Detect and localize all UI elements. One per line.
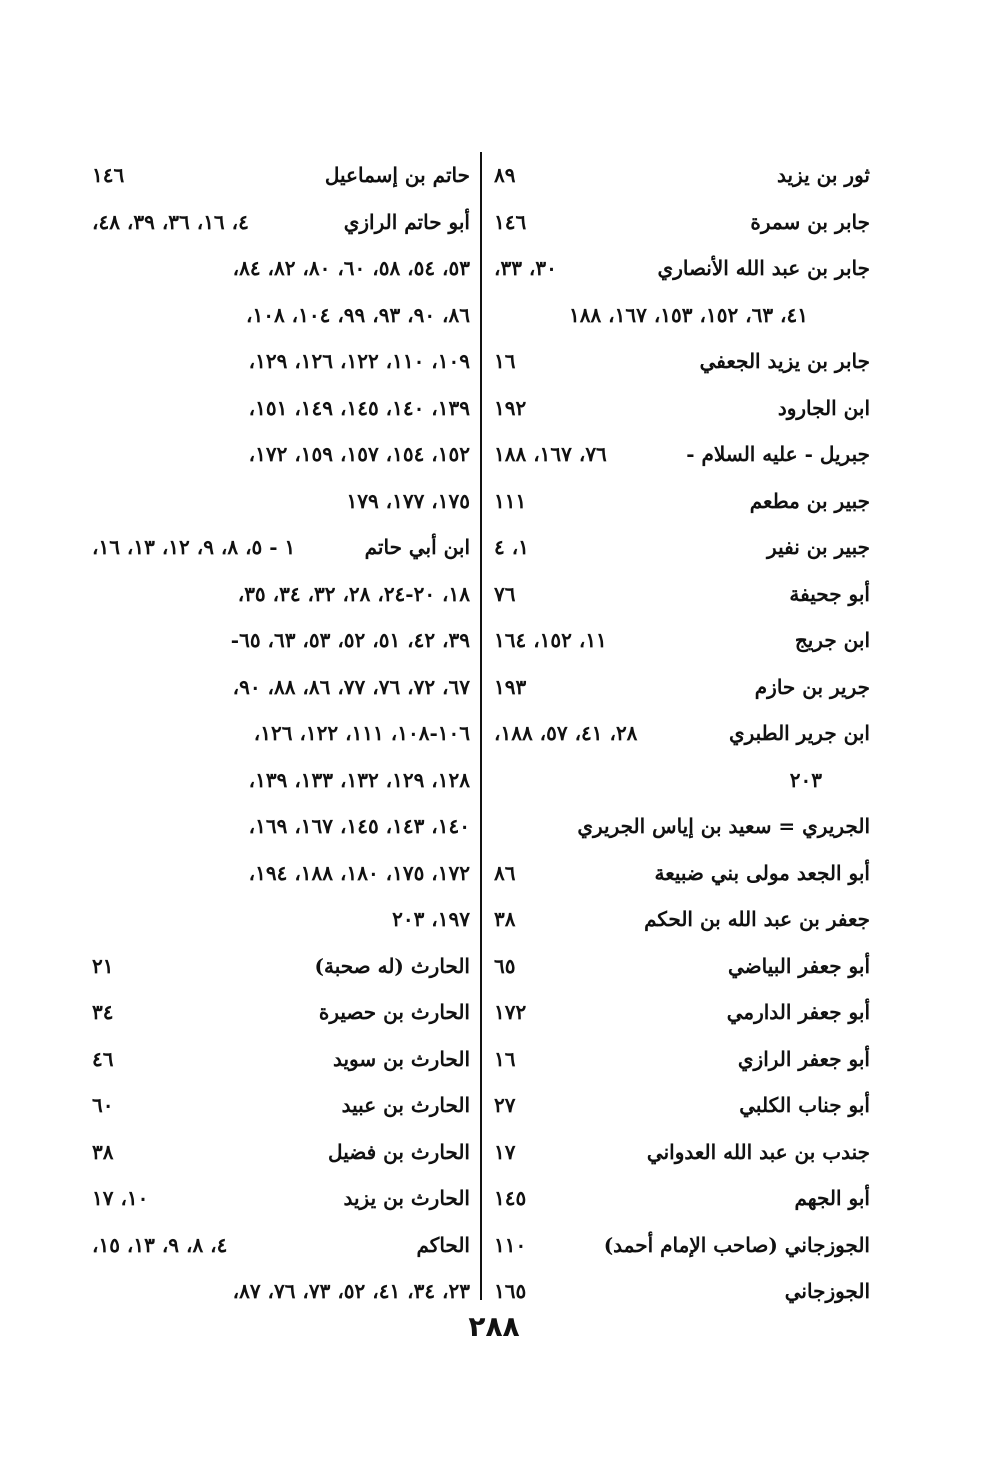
index-entry bbox=[494, 338, 870, 385]
entry-pages-continued: ٥٣، ٥٤، ٥٨، ٦٠، ٨٠، ٨٢، ٨٤، bbox=[232, 256, 470, 280]
entry-pages: ١٦ bbox=[494, 1046, 516, 1071]
entry-pages: ٧٦، ١٦٧، ١٨٨ bbox=[494, 442, 607, 466]
entry-pages-continued: ١٥٢، ١٥٤، ١٥٧، ١٥٩، ١٧٢، bbox=[248, 442, 470, 466]
column-divider bbox=[480, 152, 482, 1300]
entry-name: أبو جعفر الرازي bbox=[737, 1046, 870, 1071]
entry-name: جابر بن عبد الله الأنصاري bbox=[657, 256, 870, 280]
index-continuation bbox=[494, 292, 870, 339]
index-entry bbox=[494, 896, 870, 943]
entry-name: أبو جناب الكلبي bbox=[739, 1093, 870, 1117]
index-entry bbox=[92, 1175, 470, 1222]
entry-pages: ١، ٤ bbox=[494, 535, 529, 559]
index-entry bbox=[494, 617, 870, 664]
entry-name: ثور بن يزيد bbox=[777, 163, 870, 187]
index-column-right bbox=[494, 152, 870, 1315]
entry-pages: ١٦٥ bbox=[494, 1279, 527, 1303]
index-entry bbox=[92, 152, 470, 199]
entry-name: جبريل - عليه السلام - bbox=[686, 442, 870, 466]
entry-pages: ١١، ١٥٢، ١٦٤ bbox=[494, 628, 607, 652]
entry-name: جبير بن نفير bbox=[767, 535, 870, 559]
entry-name: جندب بن عبد الله العدواني bbox=[646, 1139, 870, 1164]
index-continuation bbox=[92, 1268, 470, 1315]
index-entry bbox=[494, 850, 870, 897]
entry-pages: ١٤٦ bbox=[92, 163, 125, 187]
index-entry bbox=[494, 152, 870, 199]
entry-name: جابر بن سمرة bbox=[750, 209, 870, 234]
index-entry bbox=[92, 1129, 470, 1176]
entry-pages: ٤، ٨، ٩، ١٣، ١٥، bbox=[92, 1232, 228, 1257]
entry-pages: ٧٦ bbox=[494, 581, 516, 606]
entry-pages: ١٦ bbox=[494, 349, 516, 373]
entry-pages: ١ - ٥، ٨، ٩، ١٢، ١٣، ١٦، bbox=[92, 535, 296, 559]
entry-name: الحارث بن يزيد bbox=[343, 1186, 470, 1210]
entry-pages: ١١٠ bbox=[494, 1232, 527, 1257]
index-entry bbox=[92, 199, 470, 246]
entry-pages: ٦٥ bbox=[494, 953, 516, 978]
index-entry bbox=[494, 1222, 870, 1269]
entry-pages: ٢٧ bbox=[494, 1093, 516, 1117]
entry-pages: ٦٠ bbox=[92, 1093, 114, 1117]
entry-pages-continued: ١٣٩، ١٤٠، ١٤٥، ١٤٩، ١٥١، bbox=[248, 395, 470, 420]
index-continuation bbox=[92, 431, 470, 478]
entry-pages-continued: ٨٦، ٩٠، ٩٣، ٩٩، ١٠٤، ١٠٨، bbox=[246, 302, 470, 327]
entry-pages: ٣٠، ٣٣، bbox=[494, 256, 557, 280]
entry-pages-continued: ١٧٢، ١٧٥، ١٨٠، ١٨٨، ١٩٤، bbox=[248, 860, 470, 885]
entry-name: الحارث بن حصيرة bbox=[318, 1000, 470, 1024]
entry-name: ابن الجارود bbox=[777, 395, 870, 420]
entry-pages-continued: ١٧٥، ١٧٧، ١٧٩ bbox=[346, 488, 470, 513]
entry-name: الحارث بن سويد bbox=[332, 1046, 470, 1071]
index-entry bbox=[494, 245, 870, 292]
entry-name: الحارث (له صحبة) bbox=[314, 953, 470, 978]
index-entry bbox=[494, 1175, 870, 1222]
index-continuation bbox=[92, 338, 470, 385]
index-continuation bbox=[92, 896, 470, 943]
entry-name: الجوزجاني bbox=[784, 1279, 870, 1303]
entry-pages: ١٩٣ bbox=[494, 674, 527, 699]
entry-name: الجوزجاني (صاحب الإمام أحمد) bbox=[603, 1232, 870, 1257]
index-continuation bbox=[92, 850, 470, 897]
entry-name: ابن أبي حاتم bbox=[364, 535, 470, 559]
entry-pages: ١٧٢ bbox=[494, 1000, 527, 1024]
entry-name: الحارث بن فضيل bbox=[328, 1139, 470, 1164]
index-entry bbox=[92, 1036, 470, 1083]
entry-pages: ٣٨ bbox=[494, 907, 516, 931]
index-entry bbox=[494, 1082, 870, 1129]
entry-pages-continued: ١٩٧، ٢٠٣ bbox=[392, 907, 470, 931]
entry-name: حاتم بن إسماعيل bbox=[324, 163, 470, 187]
entry-name: الحارث بن عبيد bbox=[341, 1093, 470, 1117]
entry-name: جابر بن يزيد الجعفي bbox=[699, 349, 870, 373]
entry-pages: ١٧ bbox=[494, 1139, 516, 1164]
index-continuation bbox=[92, 292, 470, 339]
entry-pages: ١٩٢ bbox=[494, 395, 527, 420]
index-entry bbox=[494, 989, 870, 1036]
index-column-left bbox=[92, 152, 470, 1315]
entry-pages-continued: ١٢٨، ١٢٩، ١٣٢، ١٣٣، ١٣٩، bbox=[248, 767, 470, 792]
index-entry bbox=[494, 385, 870, 432]
index-entry bbox=[92, 989, 470, 1036]
entry-name: أبو الجعد مولى بني ضبيعة bbox=[654, 860, 870, 885]
entry-pages-continued: ٦٧، ٧٢، ٧٦، ٧٧، ٨٦، ٨٨، ٩٠، bbox=[232, 674, 470, 699]
entry-name: الحاكم bbox=[416, 1232, 470, 1257]
entry-name: ابن جريج bbox=[794, 628, 870, 652]
index-entry bbox=[92, 943, 470, 990]
index-entry bbox=[494, 524, 870, 571]
entry-pages-continued: ٣٩، ٤٢، ٥١، ٥٢، ٥٣، ٦٣، ٦٥- bbox=[230, 628, 470, 652]
index-continuation bbox=[92, 571, 470, 618]
index-entry bbox=[92, 524, 470, 571]
index-entry bbox=[494, 1268, 870, 1315]
index-entry bbox=[494, 431, 870, 478]
entry-pages: ٢٨، ٤١، ٥٧، ١٨٨، bbox=[494, 721, 638, 745]
entry-pages: ١١١ bbox=[494, 488, 527, 513]
entry-pages: ١٤٥ bbox=[494, 1186, 527, 1210]
index-continuation bbox=[92, 478, 470, 525]
index-entry bbox=[92, 1082, 470, 1129]
entry-pages-continued: ١٠٩، ١١٠، ١٢٢، ١٢٦، ١٢٩، bbox=[248, 349, 470, 373]
index-entry bbox=[494, 199, 870, 246]
entry-name: أبو الجهم bbox=[794, 1186, 870, 1210]
entry-pages-continued: ٢٠٣ bbox=[789, 767, 822, 792]
page-number: ٢٨٨ bbox=[468, 1310, 520, 1343]
index-entry bbox=[92, 1222, 470, 1269]
entry-pages-continued: ٤١، ٦٣، ١٥٢، ١٥٣، ١٦٧، ١٨٨ bbox=[568, 302, 808, 327]
entry-name: جبير بن مطعم bbox=[749, 488, 870, 513]
entry-name: ابن جرير الطبري bbox=[728, 721, 870, 745]
index-entry bbox=[494, 1036, 870, 1083]
index-continuation bbox=[92, 617, 470, 664]
index-entry bbox=[494, 710, 870, 757]
entry-pages: ٨٦ bbox=[494, 860, 516, 885]
entry-pages: ١٠، ١٧ bbox=[92, 1186, 149, 1210]
entry-name: أبو حاتم الرازي bbox=[343, 209, 470, 234]
entry-name: أبو جعفر البياضي bbox=[727, 953, 870, 978]
entry-pages-continued: ٢٣، ٣٤، ٤١، ٥٢، ٧٣، ٧٦، ٨٧، bbox=[232, 1279, 470, 1303]
index-entry bbox=[494, 478, 870, 525]
index-continuation bbox=[92, 803, 470, 850]
entry-pages: ٨٩ bbox=[494, 163, 516, 187]
entry-pages: ٣٨ bbox=[92, 1139, 114, 1164]
index-continuation bbox=[92, 245, 470, 292]
index-entry bbox=[494, 1129, 870, 1176]
index-continuation bbox=[92, 710, 470, 757]
entry-name: جعفر بن عبد الله بن الحكم bbox=[644, 907, 870, 931]
entry-pages-continued: ١٠٦-١٠٨، ١١١، ١٢٢، ١٢٦، bbox=[253, 721, 470, 745]
index-entry bbox=[494, 571, 870, 618]
entry-name: جرير بن حازم bbox=[754, 674, 870, 699]
index-entry bbox=[494, 803, 870, 850]
entry-name: أبو جعفر الدارمي bbox=[726, 1000, 870, 1024]
entry-pages-continued: ١٨، ٢٠-٢٤، ٢٨، ٣٢، ٣٤، ٣٥، bbox=[237, 581, 470, 606]
entry-pages: ٢١ bbox=[92, 953, 114, 978]
index-continuation bbox=[494, 757, 870, 804]
index-continuation bbox=[92, 664, 470, 711]
entry-pages: ٣٤ bbox=[92, 1000, 114, 1024]
index-entry bbox=[494, 943, 870, 990]
entry-name: الجريري = سعيد بن إياس الجريري bbox=[577, 814, 870, 838]
entry-pages-continued: ١٤٠، ١٤٣، ١٤٥، ١٦٧، ١٦٩، bbox=[248, 814, 470, 838]
entry-pages: ٤٦ bbox=[92, 1046, 114, 1071]
entry-pages: ١٤٦ bbox=[494, 209, 527, 234]
entry-name: أبو جحيفة bbox=[789, 581, 870, 606]
index-continuation bbox=[92, 757, 470, 804]
index-entry bbox=[494, 664, 870, 711]
index-continuation bbox=[92, 385, 470, 432]
entry-pages: ٤، ١٦، ٣٦، ٣٩، ٤٨، bbox=[92, 209, 249, 234]
